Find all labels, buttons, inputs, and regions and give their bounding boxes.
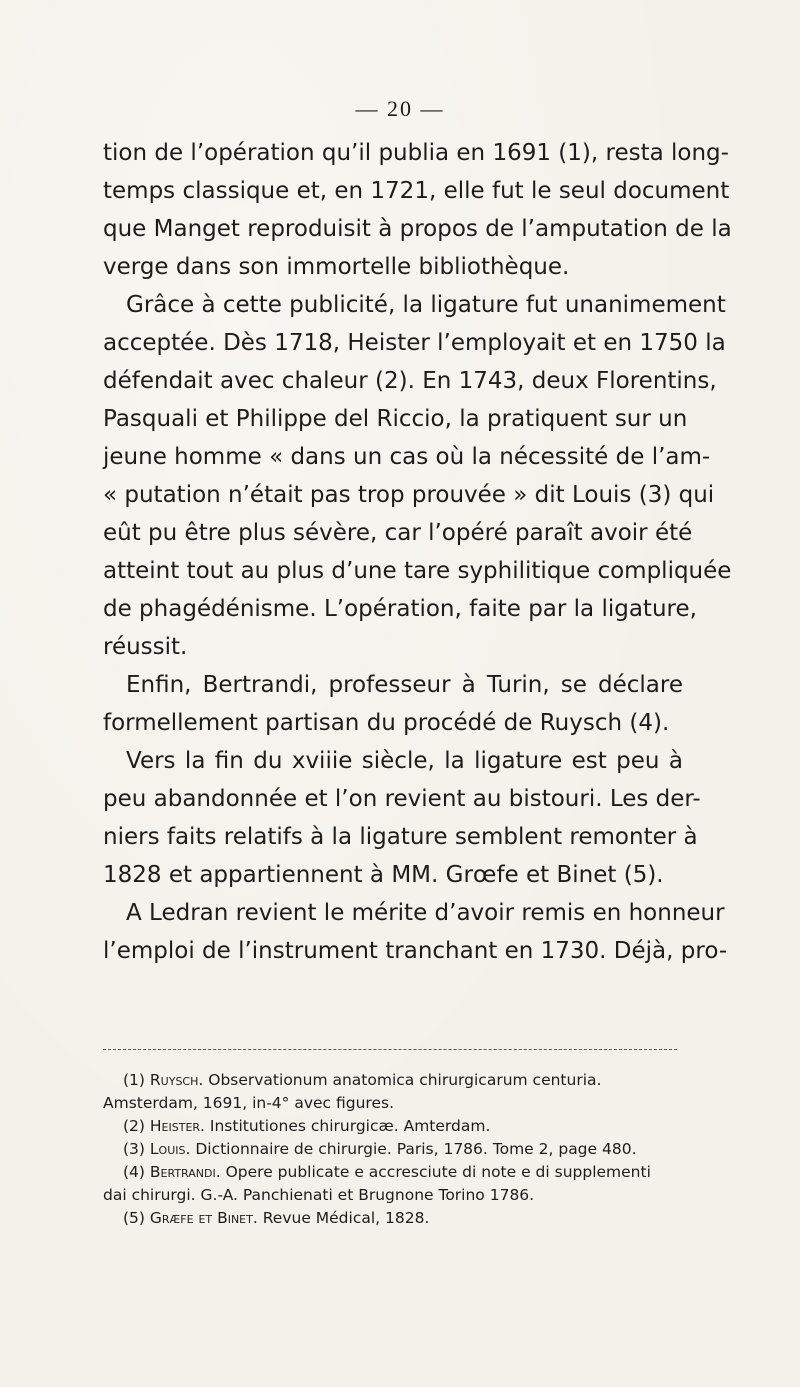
footnote bbox=[103, 1207, 677, 1230]
footnote-mark: (2) bbox=[123, 1117, 145, 1135]
text-line: « putation n’était pas trop prouvée » dit Louis (3) qui bbox=[103, 482, 715, 508]
footnote-author: Bertrandi. bbox=[149, 1163, 221, 1181]
text-line: tion de l’opération qu’il publia en 1691 (1), resta long- bbox=[103, 140, 729, 166]
footnote-author: Ruysch. bbox=[149, 1071, 204, 1089]
text-line: Pasquali et Philippe del Riccio, la pratiquent sur un bbox=[103, 406, 688, 432]
footnote-text: Observationum anatomica chirurgicarum centuria. bbox=[203, 1071, 602, 1089]
footnote-mark: (3) bbox=[123, 1140, 145, 1158]
footnote-text: Revue Médical, 1828. bbox=[257, 1209, 430, 1227]
text-line: Vers la fin du xviiie siècle, la ligature est peu à bbox=[126, 748, 683, 774]
footnote-text: dai chirurgi. G.-A. Panchienati et Brugnone Torino 1786. bbox=[103, 1186, 535, 1204]
text-line: 1828 et appartiennent à MM. Grœfe et Binet (5). bbox=[103, 862, 664, 888]
text-line: atteint tout au plus d’une tare syphilitique compliquée bbox=[103, 558, 732, 584]
footnote-author: Græfe et Binet. bbox=[149, 1209, 258, 1227]
footnotes bbox=[103, 1069, 677, 1230]
footnote-separator bbox=[103, 1049, 677, 1050]
footnote-text: Institutiones chirurgicæ. Amterdam. bbox=[204, 1117, 491, 1135]
footnote-text: Dictionnaire de chirurgie. Paris, 1786. Tome 2, page 480. bbox=[190, 1140, 637, 1158]
footnote bbox=[103, 1069, 677, 1092]
footnote-mark: (1) bbox=[123, 1071, 145, 1089]
footnote-continuation bbox=[103, 1092, 677, 1115]
footnote-text: Amsterdam, 1691, in-4° avec figures. bbox=[103, 1094, 394, 1112]
footnote-text: Opere publicate e accresciute di note e di supplementi bbox=[220, 1163, 651, 1181]
text-line: niers faits relatifs à la ligature semblent remonter à bbox=[103, 824, 698, 850]
text-line: peu abandonnée et l’on revient au bistouri. Les der- bbox=[103, 786, 701, 812]
text-line: eût pu être plus sévère, car l’opéré paraît avoir été bbox=[103, 520, 693, 546]
text-line: acceptée. Dès 1718, Heister l’employait et en 1750 la bbox=[103, 330, 726, 356]
text-line: que Manget reproduisit à propos de l’amputation de la bbox=[103, 216, 732, 242]
text-line: de phagédénisme. L’opération, faite par la ligature, bbox=[103, 596, 697, 622]
footnote bbox=[103, 1138, 677, 1161]
text-line: l’emploi de l’instrument tranchant en 1730. Déjà, pro- bbox=[103, 938, 728, 964]
footnote-mark: (4) bbox=[123, 1163, 145, 1181]
text-line: Enfin, Bertrandi, professeur à Turin, se déclare bbox=[126, 672, 683, 698]
text-line: défendait avec chaleur (2). En 1743, deux Florentins, bbox=[103, 368, 717, 394]
text-line: réussit. bbox=[103, 634, 188, 660]
text-line: formellement partisan du procédé de Ruysch (4). bbox=[103, 710, 670, 736]
footnote bbox=[103, 1161, 677, 1184]
text-line: Grâce à cette publicité, la ligature fut unanimement bbox=[126, 292, 726, 318]
page-number: — 20 — bbox=[355, 96, 445, 121]
text-line: verge dans son immortelle bibliothèque. bbox=[103, 254, 570, 280]
text-line: temps classique et, en 1721, elle fut le seul document bbox=[103, 178, 730, 204]
footnote-author: Louis. bbox=[149, 1140, 191, 1158]
text-line: jeune homme « dans un cas où la nécessité de l’am- bbox=[103, 444, 711, 470]
footnote-author: Heister. bbox=[149, 1117, 205, 1135]
main-text bbox=[103, 134, 732, 970]
footnote-mark: (5) bbox=[123, 1209, 145, 1227]
footnote bbox=[103, 1115, 677, 1138]
text-line: A Ledran revient le mérite d’avoir remis en honneur bbox=[126, 900, 725, 926]
footnote-continuation bbox=[103, 1184, 677, 1207]
